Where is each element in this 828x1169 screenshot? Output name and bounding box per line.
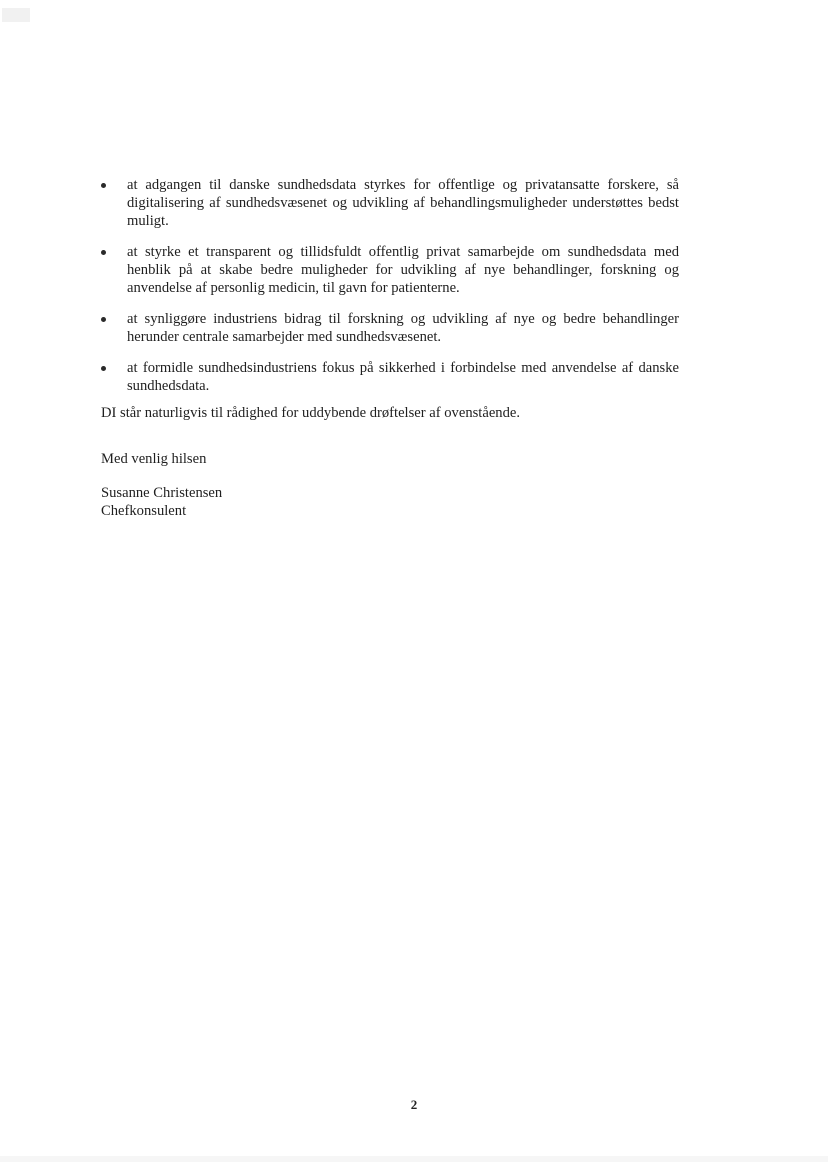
bullet-text: at synliggøre industriens bidrag til forskning og udvikling af nye og bedre behandlinger herunder centrale samarbejder med sundhedsvæsenet. [127, 311, 679, 345]
letter-body [101, 176, 679, 520]
list-item [101, 359, 679, 395]
signer-title: Chefkonsulent [101, 503, 187, 519]
list-item [101, 176, 679, 230]
signer-name: Susanne Christensen [101, 485, 223, 501]
bullet-icon [101, 183, 106, 188]
bullet-text: at formidle sundhedsindustriens fokus på sikkerhed i forbindelse med anvendelse af danske sundhedsdata. [127, 360, 679, 394]
bullet-icon [101, 317, 106, 322]
list-item [101, 310, 679, 346]
bullet-list [101, 176, 679, 395]
bullet-text: at adgangen til danske sundhedsdata styrkes for offentlige og privatansatte forskere, så digitalisering af sundhedsvæsenet og udvikling af behandlingsmuligheder understøttes bedst muligt. [127, 177, 679, 229]
bullet-icon [101, 250, 106, 255]
availability-paragraph: DI står naturligvis til rådighed for uddybende drøftelser af ovenstående. [101, 405, 521, 421]
closing-salutation: Med venlig hilsen [101, 451, 207, 467]
page-number: 2 [410, 1097, 418, 1112]
bullet-text: at styrke et transparent og tillidsfuldt offentlig privat samarbejde om sundhedsdata med henblik på at skabe bedre muligheder for udvikling af nye behandlinger, forskning og anvendelse af personlig medicin, til gavn for patienterne. [127, 244, 679, 296]
scan-artifact [2, 8, 30, 22]
bullet-icon [101, 366, 106, 371]
signature-block [101, 484, 679, 520]
list-item [101, 243, 679, 297]
scan-artifact [0, 1156, 828, 1162]
